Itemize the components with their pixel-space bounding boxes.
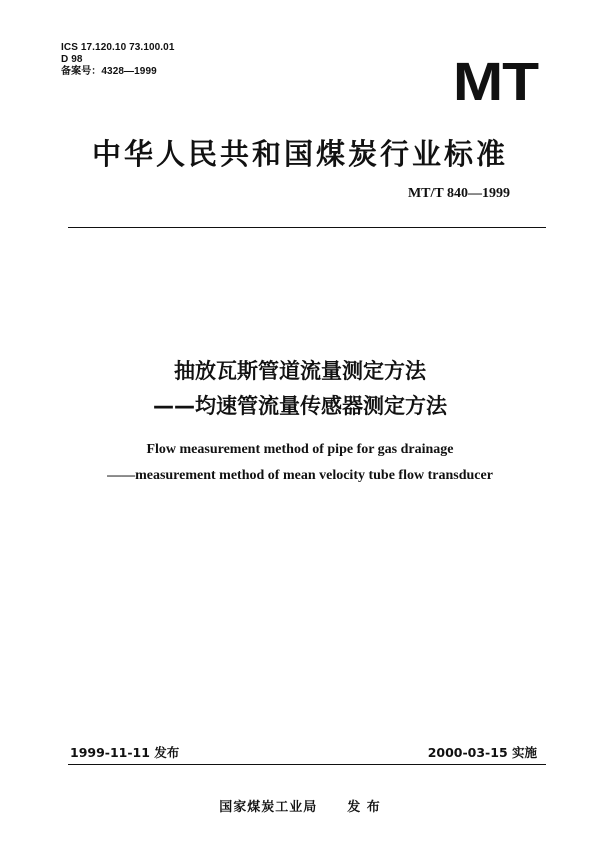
publish-action: 发 布 — [347, 800, 381, 815]
classification-code: D 98 — [61, 54, 83, 65]
publisher-name: 国家煤炭工业局 — [219, 800, 318, 815]
top-divider — [68, 227, 546, 228]
title-en-line1: Flow measurement method of pipe for gas drainage — [146, 442, 454, 457]
standard-number: MT/T 840—1999 — [407, 186, 510, 201]
mt-logo: MT — [452, 52, 538, 112]
standard-title: 中华人民共和国煤炭行业标准 — [91, 137, 508, 171]
implementation-date: 2000-03-15 实施 — [427, 745, 537, 760]
record-number: 备案号：4328—1999 — [61, 66, 157, 77]
bottom-divider — [68, 764, 546, 765]
publisher-line — [0, 796, 600, 815]
title-zh-line2: ——均速管流量传感器测定方法 — [153, 394, 447, 418]
ics-code: ICS 17.120.10 73.100.01 — [61, 42, 175, 53]
title-zh-line1: 抽放瓦斯管道流量测定方法 — [174, 359, 426, 383]
issue-date: 1999-11-11 发布 — [70, 745, 180, 760]
title-en-line2: ——measurement method of mean velocity tube flow transducer — [107, 468, 493, 483]
